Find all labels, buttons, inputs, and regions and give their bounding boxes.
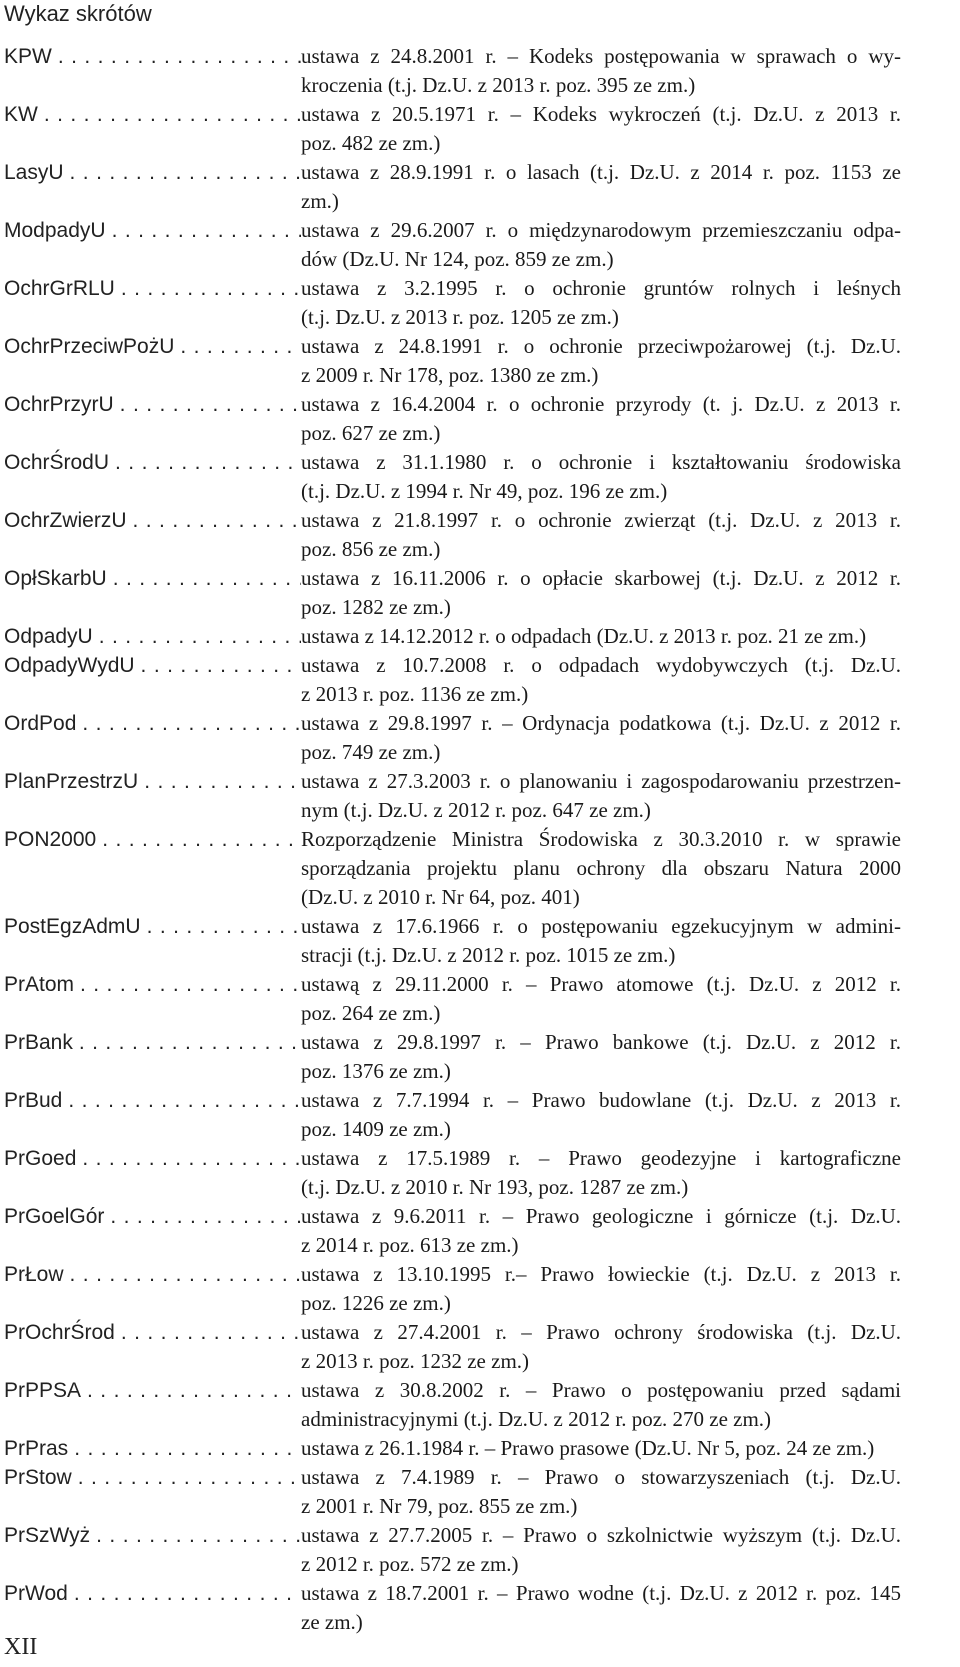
dot-leader: [174, 332, 301, 361]
abbreviation-entry: [4, 506, 960, 564]
abbreviation-term-cell: [4, 448, 301, 477]
page-title: Wykaz skrótów: [4, 1, 152, 26]
definition-line: ustawa z 24.8.1991 r. o ochronie przeciwpożarowej (t.j. Dz.U.: [301, 334, 901, 358]
dot-leader: [96, 825, 301, 854]
abbreviation-term: OchrŚrodU: [4, 451, 110, 474]
abbreviation-list: [4, 42, 960, 1637]
definition-line: ustawa z 29.8.1997 r. – Prawo bankowe (t.j. Dz.U. z 2012 r.: [301, 1030, 901, 1054]
definition-line: ustawa z 20.5.1971 r. – Kodeks wykroczeń (t.j. Dz.U. z 2013 r.: [301, 102, 901, 126]
abbreviation-definition: [301, 767, 901, 825]
abbreviation-definition: [301, 1202, 901, 1260]
abbreviation-term: PrBank: [4, 1031, 73, 1054]
definition-line: ze zm.): [301, 1610, 363, 1634]
abbreviation-term: PrSzWyż: [4, 1524, 91, 1547]
abbreviation-term-cell: [4, 651, 301, 680]
abbreviation-entry: [4, 564, 960, 622]
abbreviation-definition: [301, 1086, 901, 1144]
definition-line: ustawa z 29.8.1997 r. – Ordynacja podatkowa (t.j. Dz.U. z 2012 r.: [301, 711, 901, 735]
abbreviation-term: PrŁow: [4, 1263, 64, 1286]
abbreviation-definition: [301, 912, 901, 970]
abbreviation-term: LasyU: [4, 161, 64, 184]
abbreviation-term: PrAtom: [4, 973, 75, 996]
abbreviation-term-cell: [4, 506, 301, 535]
abbreviation-definition: [301, 158, 901, 216]
abbreviation-definition: [301, 274, 901, 332]
abbreviation-term-cell: [4, 622, 301, 651]
abbreviation-term: OchrZwierzU: [4, 509, 127, 532]
abbreviation-definition: [301, 1376, 901, 1434]
definition-line: (t.j. Dz.U. z 1994 r. Nr 49, poz. 196 ze zm.): [301, 479, 668, 503]
abbreviation-entry: [4, 651, 960, 709]
abbreviation-definition: [301, 1318, 901, 1376]
definition-line: zm.): [301, 189, 339, 213]
abbreviation-definition: [301, 970, 901, 1028]
abbreviation-term-cell: [4, 1463, 301, 1492]
dot-leader: [72, 1463, 301, 1492]
definition-line: ustawa z 7.4.1989 r. – Prawo o stowarzyszeniach (t.j. Dz.U.: [301, 1465, 901, 1489]
definition-line: ustawa z 27.4.2001 r. – Prawo ochrony środowiska (t.j. Dz.U.: [301, 1320, 901, 1344]
abbreviation-entry: [4, 100, 960, 158]
abbreviation-definition: [301, 100, 901, 158]
dot-leader: [64, 158, 301, 187]
abbreviation-term: PrWod: [4, 1582, 68, 1605]
abbreviation-term: KW: [4, 103, 38, 126]
abbreviation-definition: [301, 506, 901, 564]
abbreviation-term-cell: [4, 1318, 301, 1347]
dot-leader: [115, 1318, 301, 1347]
abbreviation-entry: [4, 42, 960, 100]
definition-line: stracji (t.j. Dz.U. z 2012 r. poz. 1015 ze zm.): [301, 943, 676, 967]
abbreviation-term: PrOchrŚrod: [4, 1321, 115, 1344]
definition-line: (t.j. Dz.U. z 2010 r. Nr 193, poz. 1287 ze zm.): [301, 1175, 689, 1199]
abbreviation-term: PrStow: [4, 1466, 72, 1489]
abbreviation-definition: [301, 709, 901, 767]
abbreviation-entry: [4, 1028, 960, 1086]
abbreviation-term: KPW: [4, 45, 52, 68]
abbreviation-term: OdpadyU: [4, 625, 93, 648]
definition-line: ustawa z 9.6.2011 r. – Prawo geologiczne i górnicze (t.j. Dz.U.: [301, 1204, 901, 1228]
abbreviation-definition: [301, 1579, 901, 1637]
abbreviation-term: PON2000: [4, 828, 97, 851]
definition-line: ustawa z 16.4.2004 r. o ochronie przyrody (t. j. Dz.U. z 2013 r.: [301, 392, 901, 416]
dot-leader: [76, 709, 301, 738]
abbreviation-term-cell: [4, 390, 301, 419]
abbreviation-entry: [4, 1202, 960, 1260]
dot-leader: [114, 390, 301, 419]
abbreviation-term-cell: [4, 158, 301, 187]
definition-line: ustawa z 24.8.2001 r. – Kodeks postępowania w sprawach o wy-: [301, 44, 901, 68]
abbreviation-term-cell: [4, 216, 301, 245]
abbreviation-definition: [301, 825, 901, 912]
dot-leader: [64, 1260, 301, 1289]
dot-leader: [81, 1376, 301, 1405]
abbreviation-term-cell: [4, 1086, 301, 1115]
abbreviation-definition: [301, 651, 901, 709]
dot-leader: [68, 1434, 301, 1463]
abbreviation-term-cell: [4, 709, 301, 738]
abbreviation-definition: [301, 1434, 901, 1463]
dot-leader: [141, 912, 301, 941]
dot-leader: [73, 1028, 301, 1057]
definition-line: ustawa z 27.3.2003 r. o planowaniu i zagospodarowaniu przestrzen-: [301, 769, 901, 793]
dot-leader: [76, 1144, 301, 1173]
abbreviation-entry: [4, 1521, 960, 1579]
definition-line: z 2009 r. Nr 178, poz. 1380 ze zm.): [301, 363, 599, 387]
abbreviation-term-cell: [4, 100, 301, 129]
abbreviation-term: OchrGrRLU: [4, 277, 115, 300]
dot-leader: [90, 1521, 301, 1550]
abbreviation-entry: [4, 622, 960, 651]
definition-line: poz. 264 ze zm.): [301, 1001, 441, 1025]
abbreviation-entry: [4, 1463, 960, 1521]
definition-line: ustawa z 16.11.2006 r. o opłacie skarbowej (t.j. Dz.U. z 2012 r.: [301, 566, 901, 590]
dot-leader: [104, 1202, 301, 1231]
abbreviation-entry: [4, 390, 960, 448]
definition-line: z 2012 r. poz. 572 ze zm.): [301, 1552, 519, 1576]
abbreviation-entry: [4, 332, 960, 390]
definition-line: poz. 856 ze zm.): [301, 537, 441, 561]
abbreviation-entry: [4, 1376, 960, 1434]
definition-line: z 2013 r. poz. 1232 ze zm.): [301, 1349, 530, 1373]
definition-line: ustawa z 27.7.2005 r. – Prawo o szkolnictwie wyższym (t.j. Dz.U.: [301, 1523, 901, 1547]
dot-leader: [127, 506, 301, 535]
definition-line: Rozporządzenie Ministra Środowiska z 30.3.2010 r. w sprawie: [301, 827, 901, 851]
definition-line: kroczenia (t.j. Dz.U. z 2013 r. poz. 395 ze zm.): [301, 73, 696, 97]
abbreviation-term: OchrPrzeciwPożU: [4, 335, 175, 358]
abbreviation-term: ModpadyU: [4, 219, 106, 242]
abbreviation-term: PrPPSA: [4, 1379, 82, 1402]
abbreviation-term-cell: [4, 912, 301, 941]
abbreviation-term-cell: [4, 1434, 301, 1463]
abbreviation-term-cell: [4, 1260, 301, 1289]
abbreviation-term-cell: [4, 1579, 301, 1608]
abbreviation-term: PrBud: [4, 1089, 63, 1112]
definition-line: poz. 1282 ze zm.): [301, 595, 451, 619]
abbreviation-definition: [301, 390, 901, 448]
definition-line: ustawa z 13.10.1995 r.– Prawo łowieckie (t.j. Dz.U. z 2013 r.: [301, 1262, 901, 1286]
dot-leader: [68, 1579, 301, 1608]
abbreviation-term-cell: [4, 970, 301, 999]
abbreviation-term: OdpadyWydU: [4, 654, 135, 677]
abbreviation-definition: [301, 42, 901, 100]
definition-line: ustawa z 28.9.1991 r. o lasach (t.j. Dz.U. z 2014 r. poz. 1153 ze: [301, 160, 901, 184]
abbreviation-definition: [301, 332, 901, 390]
abbreviation-entry: [4, 1318, 960, 1376]
dot-leader: [106, 216, 301, 245]
abbreviation-entry: [4, 1434, 960, 1463]
definition-line: ustawa z 18.7.2001 r. – Prawo wodne (t.j. Dz.U. z 2012 r. poz. 145: [301, 1581, 901, 1605]
definition-line: poz. 627 ze zm.): [301, 421, 441, 445]
definition-line: ustawą z 29.11.2000 r. – Prawo atomowe (t.j. Dz.U. z 2012 r.: [301, 972, 901, 996]
abbreviation-definition: [301, 622, 901, 651]
definition-line: (t.j. Dz.U. z 2013 r. poz. 1205 ze zm.): [301, 305, 619, 329]
abbreviation-entry: [4, 709, 960, 767]
abbreviation-term: OrdPod: [4, 712, 77, 735]
definition-line: ustawa z 3.2.1995 r. o ochronie gruntów rolnych i leśnych: [301, 276, 901, 300]
abbreviation-term-cell: [4, 1376, 301, 1405]
abbreviation-term-cell: [4, 1521, 301, 1550]
definition-line: ustawa z 30.8.2002 r. – Prawo o postępowaniu przed sądami: [301, 1378, 901, 1402]
definition-line: poz. 1226 ze zm.): [301, 1291, 451, 1315]
abbreviation-term: OchrPrzyrU: [4, 393, 114, 416]
definition-line: poz. 1409 ze zm.): [301, 1117, 451, 1141]
abbreviation-entry: [4, 274, 960, 332]
definition-line: ustawa z 7.7.1994 r. – Prawo budowlane (t.j. Dz.U. z 2013 r.: [301, 1088, 901, 1112]
abbreviation-entry: [4, 825, 960, 912]
abbreviation-term-cell: [4, 332, 301, 361]
abbreviation-term: PrGoelGór: [4, 1205, 105, 1228]
abbreviation-entry: [4, 158, 960, 216]
abbreviation-term: PlanPrzestrzU: [4, 770, 139, 793]
definition-line: ustawa z 26.1.1984 r. – Prawo prasowe (Dz.U. Nr 5, poz. 24 ze zm.): [301, 1436, 875, 1460]
abbreviation-entry: [4, 912, 960, 970]
abbreviation-entry: [4, 970, 960, 1028]
abbreviation-term-cell: [4, 564, 301, 593]
dot-leader: [93, 622, 301, 651]
definition-line: ustawa z 17.6.1966 r. o postępowaniu egzekucyjnym w admini-: [301, 914, 901, 938]
definition-line: (Dz.U. z 2010 r. Nr 64, poz. 401): [301, 885, 580, 909]
abbreviation-term-cell: [4, 42, 301, 71]
dot-leader: [74, 970, 301, 999]
abbreviation-term-cell: [4, 1202, 301, 1231]
definition-line: ustawa z 29.6.2007 r. o międzynarodowym przemieszczaniu odpa-: [301, 218, 901, 242]
dot-leader: [62, 1086, 301, 1115]
dot-leader: [138, 767, 301, 796]
definition-line: ustawa z 21.8.1997 r. o ochronie zwierząt (t.j. Dz.U. z 2013 r.: [301, 508, 901, 532]
dot-leader: [107, 564, 301, 593]
definition-line: ustawa z 10.7.2008 r. o odpadach wydobywczych (t.j. Dz.U.: [301, 653, 901, 677]
abbreviation-entry: [4, 1579, 960, 1637]
definition-line: sporządzania projektu planu ochrony dla obszaru Natura 2000: [301, 856, 901, 880]
definition-line: z 2013 r. poz. 1136 ze zm.): [301, 682, 529, 706]
abbreviation-entry: [4, 448, 960, 506]
definition-line: dów (Dz.U. Nr 124, poz. 859 ze zm.): [301, 247, 614, 271]
definition-line: z 2001 r. Nr 79, poz. 855 ze zm.): [301, 1494, 578, 1518]
abbreviation-term-cell: [4, 767, 301, 796]
abbreviation-definition: [301, 1260, 901, 1318]
abbreviation-term-cell: [4, 274, 301, 303]
abbreviation-definition: [301, 564, 901, 622]
abbreviation-entry: [4, 767, 960, 825]
definition-line: ustawa z 17.5.1989 r. – Prawo geodezyjne i kartograficzne: [301, 1146, 901, 1170]
dot-leader: [38, 100, 301, 129]
definition-line: poz. 482 ze zm.): [301, 131, 441, 155]
abbreviation-term: PostEgzAdmU: [4, 915, 141, 938]
definition-line: ustawa z 14.12.2012 r. o odpadach (Dz.U. z 2013 r. poz. 21 ze zm.): [301, 624, 867, 648]
abbreviation-definition: [301, 1521, 901, 1579]
abbreviation-term: OpłSkarbU: [4, 567, 107, 590]
abbreviation-definition: [301, 1463, 901, 1521]
abbreviation-definition: [301, 216, 901, 274]
abbreviation-definition: [301, 1144, 901, 1202]
definition-line: poz. 1376 ze zm.): [301, 1059, 451, 1083]
abbreviation-entry: [4, 1260, 960, 1318]
abbreviation-term: PrPras: [4, 1437, 69, 1460]
dot-leader: [115, 274, 301, 303]
page-number: XII: [4, 1634, 38, 1660]
abbreviation-term: PrGoed: [4, 1147, 77, 1170]
abbreviation-term-cell: [4, 1028, 301, 1057]
abbreviation-entry: [4, 1086, 960, 1144]
definition-line: z 2014 r. poz. 613 ze zm.): [301, 1233, 519, 1257]
abbreviation-term-cell: [4, 1144, 301, 1173]
dot-leader: [135, 651, 301, 680]
definition-line: ustawa z 31.1.1980 r. o ochronie i kształtowaniu środowiska: [301, 450, 901, 474]
abbreviation-term-cell: [4, 825, 301, 854]
abbreviation-entry: [4, 216, 960, 274]
definition-line: nym (t.j. Dz.U. z 2012 r. poz. 647 ze zm.): [301, 798, 651, 822]
abbreviation-definition: [301, 448, 901, 506]
abbreviation-entry: [4, 1144, 960, 1202]
definition-line: poz. 749 ze zm.): [301, 740, 441, 764]
dot-leader: [52, 42, 301, 71]
abbreviation-definition: [301, 1028, 901, 1086]
dot-leader: [109, 448, 301, 477]
definition-line: administracyjnymi (t.j. Dz.U. z 2012 r. poz. 270 ze zm.): [301, 1407, 772, 1431]
